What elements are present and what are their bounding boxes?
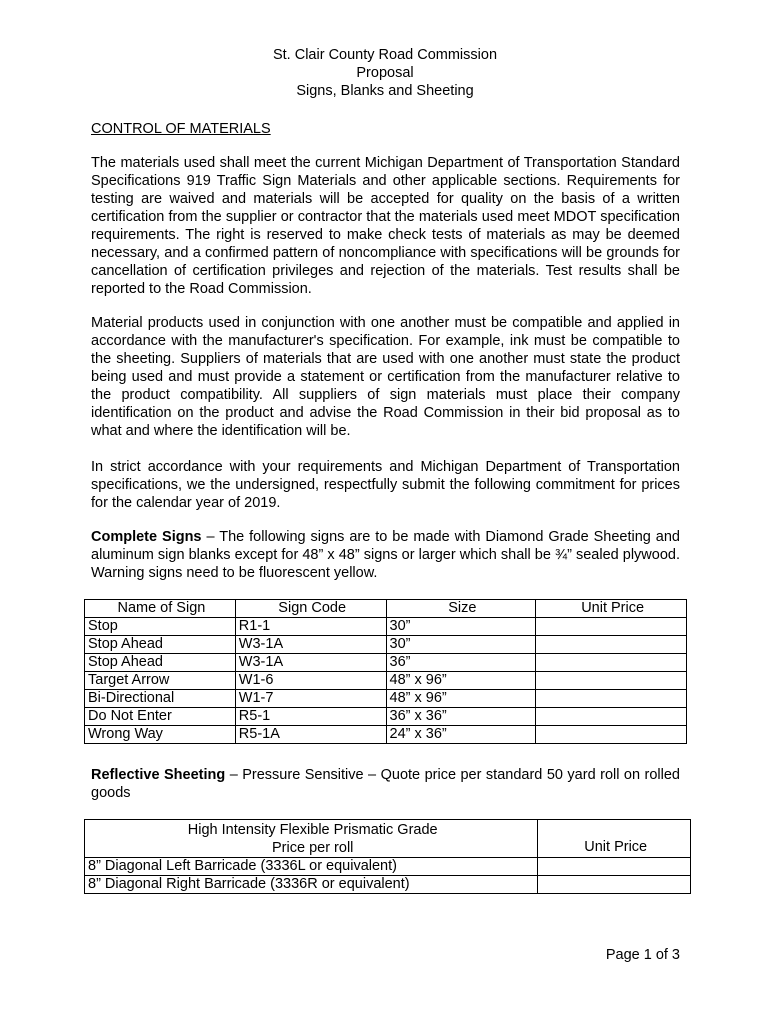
sign-size-cell: 36” x 36” <box>386 708 536 726</box>
sign-code-cell: W1-7 <box>235 690 386 708</box>
sheeting-grade-label: High Intensity Flexible Prismatic Grade <box>187 822 438 838</box>
sign-code-cell: W3-1A <box>235 654 386 672</box>
table-row <box>85 690 687 708</box>
unit-price-cell[interactable] <box>538 858 691 876</box>
complete-signs-text: – The following signs are to be made with Diamond Grade Sheeting and aluminum sign blanks except for 48” x 48” signs or larger which shall be ¾” sealed plywood. Warning signs need to be fluorescent yellow. <box>91 529 680 581</box>
unit-price-header: Unit Price <box>538 820 691 858</box>
unit-price-cell[interactable] <box>536 708 687 726</box>
table-row <box>85 618 687 636</box>
table-row <box>85 858 691 876</box>
document-header <box>0 46 770 100</box>
paragraph-materials: The materials used shall meet the current Michigan Department of Transportation Standard Specifications 919 Traffic Sign Materials and other applicable sections. Requirements for testing are waived and materials will be accepted for quality on the basis of a written certification from the supplier or contractor that the materials used meet MDOT specification requirements. The right is reserved to make check tests of materials as may be deemed necessary, and a confirmed pattern of noncompliance with specifications will be grounds for cancellation of certification privileges and rejection of the materials. Test results shall be reported to the Road Commission. <box>91 155 680 297</box>
column-header: Sign Code <box>235 600 386 618</box>
sign-size-cell: 30” <box>386 636 536 654</box>
paragraph-complete-signs <box>91 528 680 582</box>
header-subject: Signs, Blanks and Sheeting <box>296 83 474 99</box>
sign-name-cell: Stop <box>85 618 236 636</box>
unit-price-cell[interactable] <box>536 618 687 636</box>
sign-name-cell: Stop Ahead <box>85 636 236 654</box>
sheeting-header-cell <box>85 820 538 858</box>
sheeting-item-cell: 8” Diagonal Right Barricade (3336R or equivalent) <box>85 876 538 894</box>
table-header-row <box>85 600 687 618</box>
sign-name-cell: Target Arrow <box>85 672 236 690</box>
sign-size-cell: 48” x 96” <box>386 690 536 708</box>
table-row <box>85 636 687 654</box>
paragraph-compatibility: Material products used in conjunction with one another must be compatible and applied in accordance with the manufacturer's specification. For example, ink must be compatible to the sheeting. Suppliers of materials that are used with one another must state the product being used and must provide a statement or certification from the manufacturer relative to the product compatibility. All suppliers of sign materials must place their company identification on the product and advise the Road Commission in their bid proposal as to what and where the identification will be. <box>91 315 680 439</box>
sign-code-cell: W3-1A <box>235 636 386 654</box>
sign-code-cell: W1-6 <box>235 672 386 690</box>
paragraph-reflective-sheeting <box>91 766 680 802</box>
paragraph-commitment: In strict accordance with your requirements and Michigan Department of Transportation specifications, we the undersigned, respectfully submit the following commitment for prices for the calendar year of 2019. <box>91 459 680 511</box>
unit-price-cell[interactable] <box>538 876 691 894</box>
column-header: Size <box>386 600 536 618</box>
unit-price-cell[interactable] <box>536 654 687 672</box>
table-row <box>85 672 687 690</box>
table-row <box>85 654 687 672</box>
sign-code-cell: R1-1 <box>235 618 386 636</box>
signs-price-table <box>84 599 687 744</box>
column-header: Name of Sign <box>85 600 236 618</box>
unit-price-cell[interactable] <box>536 672 687 690</box>
price-per-roll-label: Price per roll <box>272 840 354 856</box>
table-header-row <box>85 820 691 858</box>
table-row <box>85 708 687 726</box>
sign-size-cell: 48” x 96” <box>386 672 536 690</box>
header-organization: St. Clair County Road Commission <box>272 47 498 63</box>
unit-price-cell[interactable] <box>536 636 687 654</box>
table-row <box>85 726 687 744</box>
column-header: Unit Price <box>536 600 687 618</box>
sign-name-cell: Do Not Enter <box>85 708 236 726</box>
sign-code-cell: R5-1A <box>235 726 386 744</box>
reflective-sheeting-text: – Pressure Sensitive – Quote price per standard 50 yard roll on rolled goods <box>91 767 680 801</box>
sheeting-price-table <box>84 819 691 894</box>
unit-price-cell[interactable] <box>536 690 687 708</box>
sign-size-cell: 24” x 36” <box>386 726 536 744</box>
complete-signs-heading: Complete Signs <box>91 529 202 545</box>
sign-size-cell: 36” <box>386 654 536 672</box>
page-number: Page 1 of 3 <box>605 947 680 963</box>
unit-price-cell[interactable] <box>536 726 687 744</box>
table-row <box>85 876 691 894</box>
sign-size-cell: 30” <box>386 618 536 636</box>
sign-code-cell: R5-1 <box>235 708 386 726</box>
sign-name-cell: Stop Ahead <box>85 654 236 672</box>
sign-name-cell: Bi-Directional <box>85 690 236 708</box>
section-title: CONTROL OF MATERIALS <box>91 121 271 137</box>
sheeting-item-cell: 8” Diagonal Left Barricade (3336L or equivalent) <box>85 858 538 876</box>
header-doc-type: Proposal <box>356 65 414 81</box>
reflective-sheeting-heading: Reflective Sheeting <box>91 767 226 783</box>
sign-name-cell: Wrong Way <box>85 726 236 744</box>
